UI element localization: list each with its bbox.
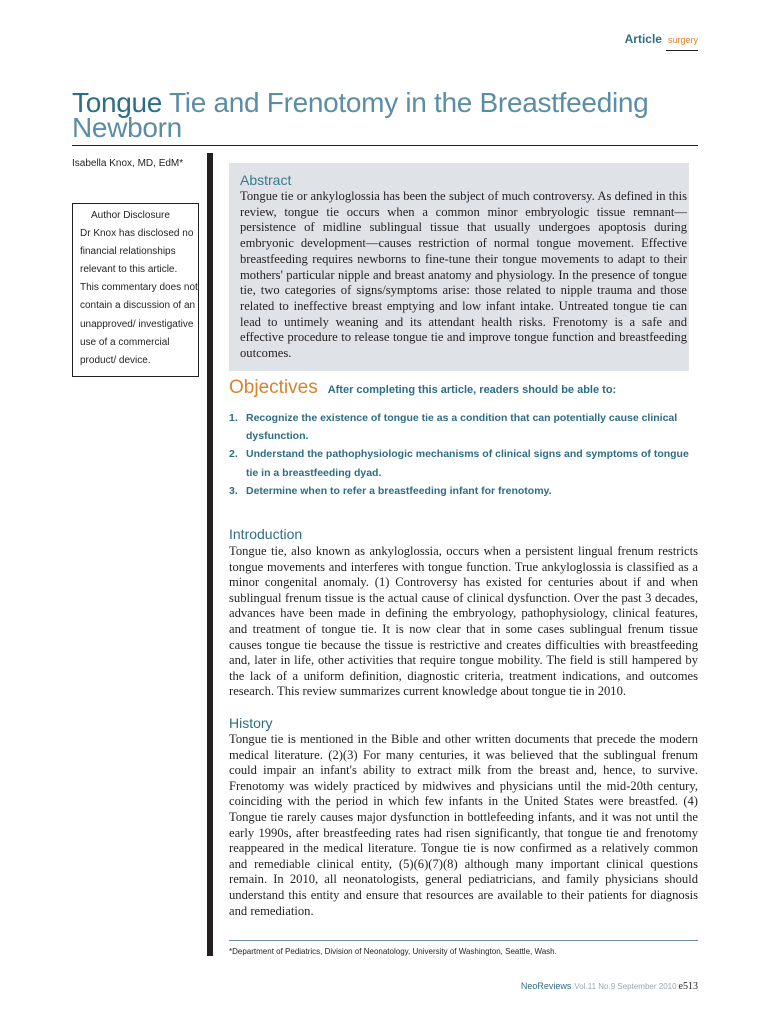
abstract-box bbox=[229, 163, 689, 371]
objectives-intro: After completing this article, readers should be able to: bbox=[327, 384, 617, 396]
objective-item bbox=[229, 482, 699, 500]
article-label: Article bbox=[624, 32, 662, 46]
objective-number: 2. bbox=[229, 448, 238, 461]
objectives-title: Objectives bbox=[229, 377, 318, 398]
introduction-heading: Introduction bbox=[229, 526, 303, 542]
affiliation-footnote: *Department of Pediatrics, Division of Neonatology, University of Washington, Seattle, Wash. bbox=[229, 947, 557, 956]
objective-item bbox=[229, 445, 699, 481]
page-footer bbox=[521, 976, 698, 994]
category-label: surgery bbox=[667, 35, 698, 45]
objective-item bbox=[229, 409, 699, 445]
history-text: Tongue tie is mentioned in the Bible and other written documents that precede the modern medical literature. (2)(3) For many centuries, it was believed that the sublingual frenum could impair an infant's ability to extract milk from the breast and, hence, to survive. Frenotomy was widely practiced by midwives and physicians until the mid-20th century, coinciding with the period in which few infants in the United States were breastfed. (4) Tongue tie rarely causes major dysfunction in bottlefeeding infants, and it was not until the early 1990s, after breastfeeding rates had risen significantly, that tongue tie and frenotomy reappeared in the medical literature. Tongue tie is now confirmed as a relatively common and remediable clinical entity, (5)(6)(7)(8) although many important clinical questions remain. In 2010, all neonatologists, general pediatricians, and family physicians should understand this entity and ensure that resources are available to their patients for diagnosis and remediation. bbox=[229, 732, 698, 918]
objectives-heading bbox=[229, 377, 616, 399]
objective-text: Understand the pathophysiologic mechanisms of clinical signs and symptoms of tongue tie in a breastfeeding dyad. bbox=[246, 448, 689, 479]
title-rest: Tie and Frenotomy in the Breastfeeding Newborn bbox=[72, 87, 649, 143]
column-divider bbox=[207, 153, 213, 956]
objective-text: Recognize the existence of tongue tie as a condition that can potentially cause clinical dysfunction. bbox=[246, 412, 678, 443]
article-type-header bbox=[625, 30, 698, 48]
objective-number: 3. bbox=[229, 484, 238, 497]
objectives-list bbox=[229, 409, 699, 500]
issue-info: Vol.11 No.9 September 2010 bbox=[574, 982, 677, 991]
disclosure-heading: Author Disclosure bbox=[91, 210, 170, 221]
author-disclosure-box bbox=[72, 203, 199, 377]
objective-text: Determine when to refer a breastfeeding infant for frenotomy. bbox=[246, 484, 552, 497]
author-line: Isabella Knox, MD, EdM* bbox=[72, 158, 184, 169]
header-underline bbox=[666, 50, 698, 51]
article-title bbox=[72, 87, 712, 143]
footnote-rule bbox=[229, 940, 698, 941]
title-rule bbox=[72, 145, 698, 146]
abstract-text: Tongue tie or ankyloglossia has been the subject of much controversy. As defined in this review, tongue tie occurs when a common minor embryologic tissue remnant—persistence of midline sublingual tissue that usually undergoes apoptosis during embryonic development—causes restriction of normal tongue movement. Effective breastfeeding requires newborns to fine-tune their tongue movements to adapt to their mothers' particular nipple and breast anatomy and physiology. In the presence of tongue tie, two categories of signs/symptoms arise: those related to nipple trauma and those related to ineffective breast emptying and low infant intake. Untreated tongue tie can lead to untimely weaning and its attendant health risks. Frenotomy is a safe and effective procedure to release tongue tie and improve tongue function and breastfeeding outcomes. bbox=[240, 189, 687, 361]
objective-number: 1. bbox=[229, 412, 238, 424]
abstract-heading: Abstract bbox=[240, 172, 292, 188]
introduction-text: Tongue tie, also known as ankyloglossia, occurs when a persistent lingual frenum restricts tongue movements and interferes with tongue function. True ankyloglossia is classified as a minor congenital anomaly. (1) Controversy has existed for centuries about if and when sublingual frenum tissue is the actual cause of clinical dysfunction. Over the past 3 decades, advances have been made in defining the embryology, pathophysiology, clinical features, and treatment of tongue tie. It is now clear that in some cases sublingual frenum tissue causes tongue tie because the tissue is restrictive and creates difficulties with breastfeeding and, later in life, other activities that require tongue mobility. The field is still hampered by the lack of a uniform definition, diagnostic criteria, treatment indications, and outcomes research. This review summarizes current knowledge about tongue tie in 2010. bbox=[229, 544, 698, 699]
title-lead: Tongue bbox=[72, 87, 163, 118]
journal-name: NeoReviews bbox=[520, 981, 572, 991]
page-number: e513 bbox=[678, 981, 698, 992]
disclosure-body: Dr Knox has disclosed no financial relationships relevant to this article. This commentary does not contain a discussion of an unapproved/ investigative use of a commercial product/ device. bbox=[80, 228, 198, 366]
history-heading: History bbox=[229, 715, 273, 731]
